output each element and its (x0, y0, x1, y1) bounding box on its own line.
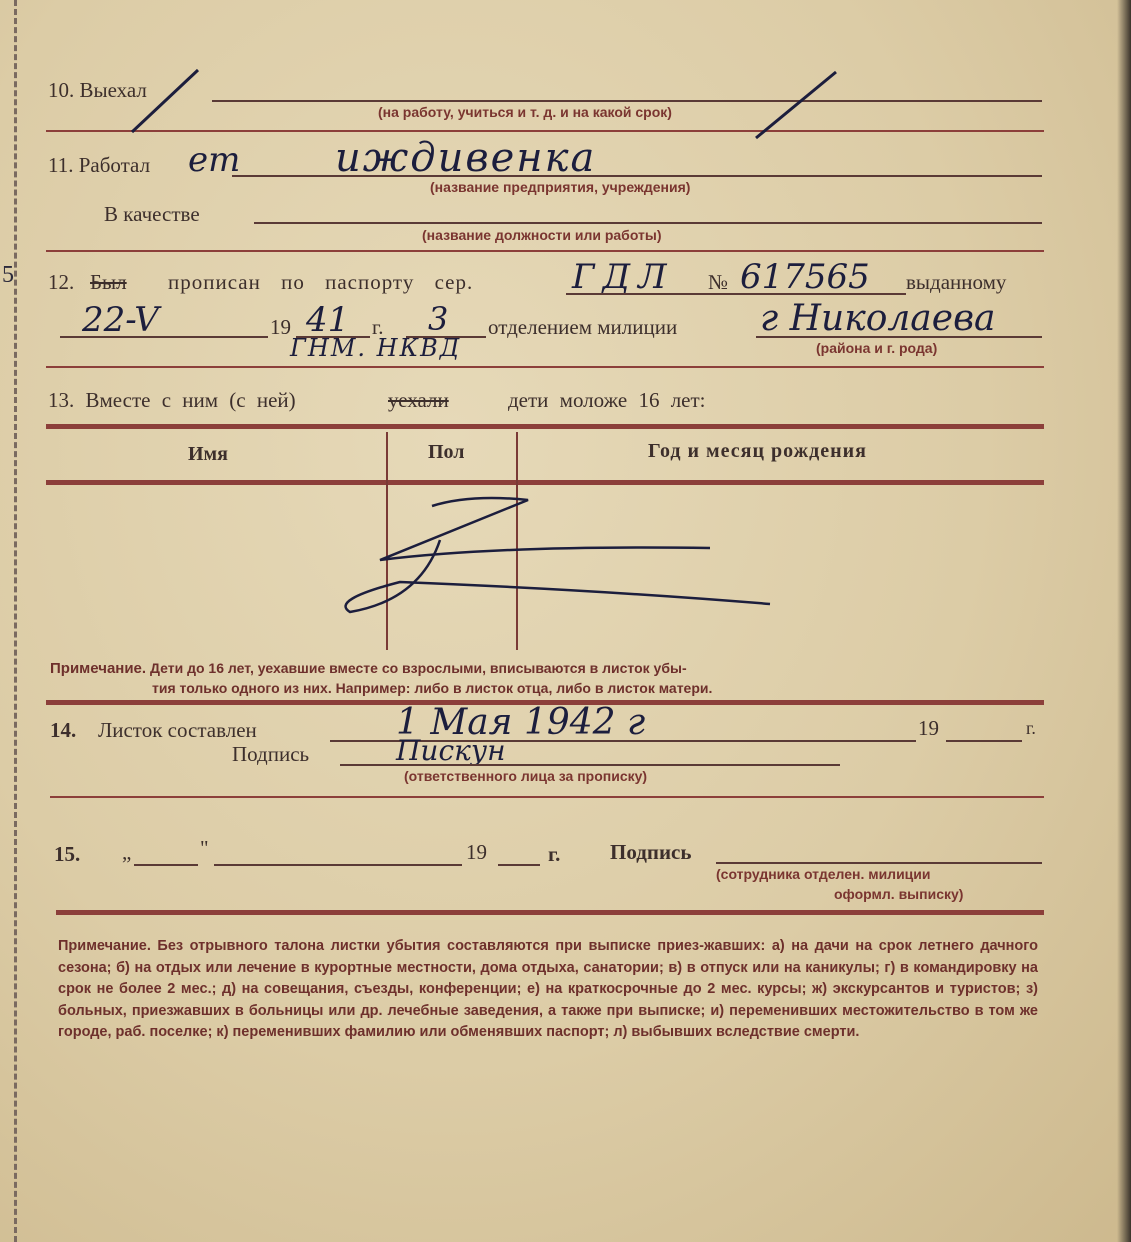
row12-year-suffix: г. (372, 315, 384, 339)
row12-hand-series: ГДЛ (572, 257, 675, 297)
row11-caption: (название предприятия, учреждения) (430, 179, 691, 195)
row14-year-prefix: 19 (918, 716, 939, 740)
row12-hand-gm: ГНМ. НКВД (290, 334, 462, 362)
row10-caption: (на работу, учиться и т. д. и на какой срок) (378, 104, 672, 120)
row11-position-caption: (название должности или работы) (422, 227, 662, 243)
row12-caption: (района и г. рода) (816, 340, 938, 356)
row15-label: 15. (54, 842, 81, 866)
row12-dept-text: отделением милиции (488, 315, 678, 339)
row14-year-suffix: г. (1026, 718, 1036, 738)
row11-label: 11. Работал (48, 153, 151, 177)
footer-note-label: Примечание. (58, 938, 151, 954)
row15-year-suffix: г. (548, 842, 561, 866)
row13-note-label: Примечание. (50, 660, 147, 677)
row13-struck-word: уехали (388, 388, 449, 412)
row13-z-stroke-2 (346, 540, 770, 612)
row12-number-sign: № (708, 270, 729, 294)
row11-position-label: В качестве (104, 202, 200, 226)
row12-hand-dept: 3 (428, 300, 449, 338)
row12-hand-city: г Николаева (760, 298, 996, 339)
row10-slash-2 (756, 72, 836, 138)
row13-col-sex: Пол (428, 441, 465, 463)
row11-hand-value: иждивенка (335, 135, 597, 181)
row12-hand-year: 41 (306, 300, 350, 340)
row15-sign-label: Подпись (610, 840, 692, 864)
footer-note-text: Без отрывного талона листки убытия составляются при выписке приез-жавших: а) на дачи на срок летнего дачного сезона; б) на отдых или лечение в курортные местности, дома отдыха, санатории; в) в отпуск или на каникулы; г) в командировку на срок не более 2 мес.; д) на совещания, съезды, конференции; е) на краткосрочные до 2 мес. курсы; ж) экскурсантов и туристов; з) больных, приезжавших в больницы или др. лечебные заведения, а также при выписке; и) переменивших местожительство в том же городе, раб. поселке; к) переменивших фамилию или обменявших паспорт; л) выбывших вследствие смерти. (58, 938, 1038, 1040)
row14-hand-sign: Пискун (396, 734, 506, 767)
row14-label: 14. (50, 718, 77, 742)
row14-caption: (ответственного лица за прописку) (404, 768, 648, 784)
row14-hand-date: 1 Мая 1942 г (396, 702, 646, 743)
row12-hand-date: 22-V (82, 300, 159, 340)
row15-quote-close: " (200, 836, 209, 860)
row13-note-line1: Дети до 16 лет, уехавшие вместе со взрослыми, вписываются в листок убы- (150, 660, 687, 676)
row15-caption-1: (сотрудника отделен. милиции (716, 866, 931, 882)
row12-label: 12. (48, 270, 75, 294)
row12-hand-number: 617565 (740, 257, 870, 297)
row13-col-birth: Год и месяц рождения (648, 440, 867, 462)
row15-caption-2: оформл. выписку) (834, 886, 964, 902)
row10-label: 10. Выехал (48, 78, 147, 102)
row13-col-name: Имя (188, 443, 228, 465)
row12-registered-text: прописан по паспорту сер. (168, 270, 474, 294)
margin-mark: 5 (2, 262, 14, 288)
row15-quote-open: „ (122, 840, 132, 864)
row13-label: 13. Вместе с ним (с ней) (48, 388, 296, 412)
row13-z-stroke-1 (380, 498, 710, 560)
row14-sign-label: Подпись (232, 742, 310, 766)
row14-compiled-label: Листок составлен (98, 718, 257, 742)
row11-hand-work: ет (188, 140, 241, 180)
row10-slash-1 (132, 70, 198, 132)
row12-year-prefix: 19 (270, 315, 291, 339)
row12-issued-word: выданному (906, 270, 1007, 294)
row12-struck-word: Был (90, 270, 127, 294)
row15-year-prefix: 19 (466, 840, 487, 864)
row13-note-line2: тия только одного из них. Например: либо в листок отца, либо в листок матери. (152, 680, 713, 696)
row13-rest-text: дети моложе 16 лет: (508, 388, 706, 412)
